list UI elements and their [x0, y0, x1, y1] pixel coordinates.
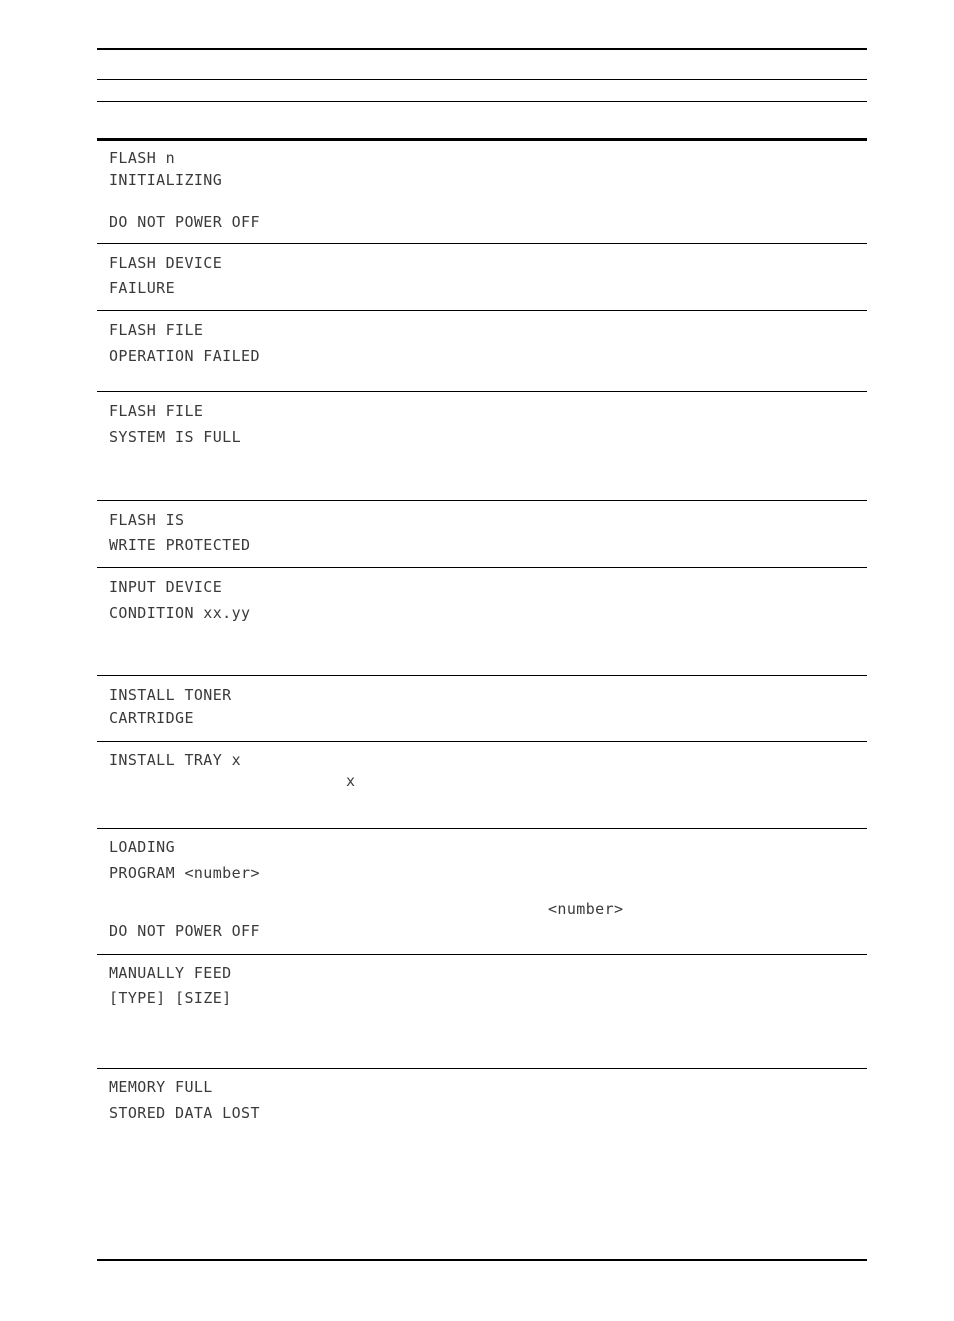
message-line: CONDITION xx.yy [109, 604, 251, 622]
header-rule-1 [97, 79, 867, 80]
message-line: MEMORY FULL [109, 1078, 213, 1096]
message-line: FLASH FILE [109, 321, 204, 339]
message-line: DO NOT POWER OFF [109, 922, 260, 940]
top-rule [97, 48, 867, 50]
header-rule-2 [97, 101, 867, 102]
message-line: FLASH FILE [109, 402, 204, 420]
message-line: LOADING [109, 838, 176, 856]
message-line: INPUT DEVICE [109, 578, 223, 596]
message-line: DO NOT POWER OFF [109, 213, 260, 231]
message-line: CARTRIDGE [109, 709, 194, 727]
message-line: FLASH n [109, 149, 176, 167]
message-line: INITIALIZING [109, 171, 223, 189]
message-line: PROGRAM <number> [109, 864, 260, 882]
table-row [97, 568, 867, 676]
description-fragment: x [346, 772, 356, 790]
table-row [97, 955, 867, 1069]
message-line: MANUALLY FEED [109, 964, 232, 982]
message-line: OPERATION FAILED [109, 347, 260, 365]
table-row [97, 676, 867, 742]
table-row [97, 141, 867, 244]
message-line: INSTALL TONER [109, 686, 232, 704]
table-row [97, 244, 867, 311]
message-line: INSTALL TRAY x [109, 751, 242, 769]
message-line: FLASH DEVICE [109, 254, 223, 272]
table-row [97, 311, 867, 392]
table-row [97, 1069, 867, 1259]
description-fragment: <number> [548, 900, 624, 918]
message-line: FAILURE [109, 279, 176, 297]
table-row [97, 742, 867, 829]
table-row [97, 829, 867, 955]
table-row [97, 501, 867, 568]
message-line: SYSTEM IS FULL [109, 428, 242, 446]
table-row [97, 392, 867, 501]
message-line: STORED DATA LOST [109, 1104, 260, 1122]
message-line: FLASH IS [109, 511, 185, 529]
footer-rule [97, 1259, 867, 1261]
message-line: WRITE PROTECTED [109, 536, 251, 554]
message-line: [TYPE] [SIZE] [109, 989, 232, 1007]
